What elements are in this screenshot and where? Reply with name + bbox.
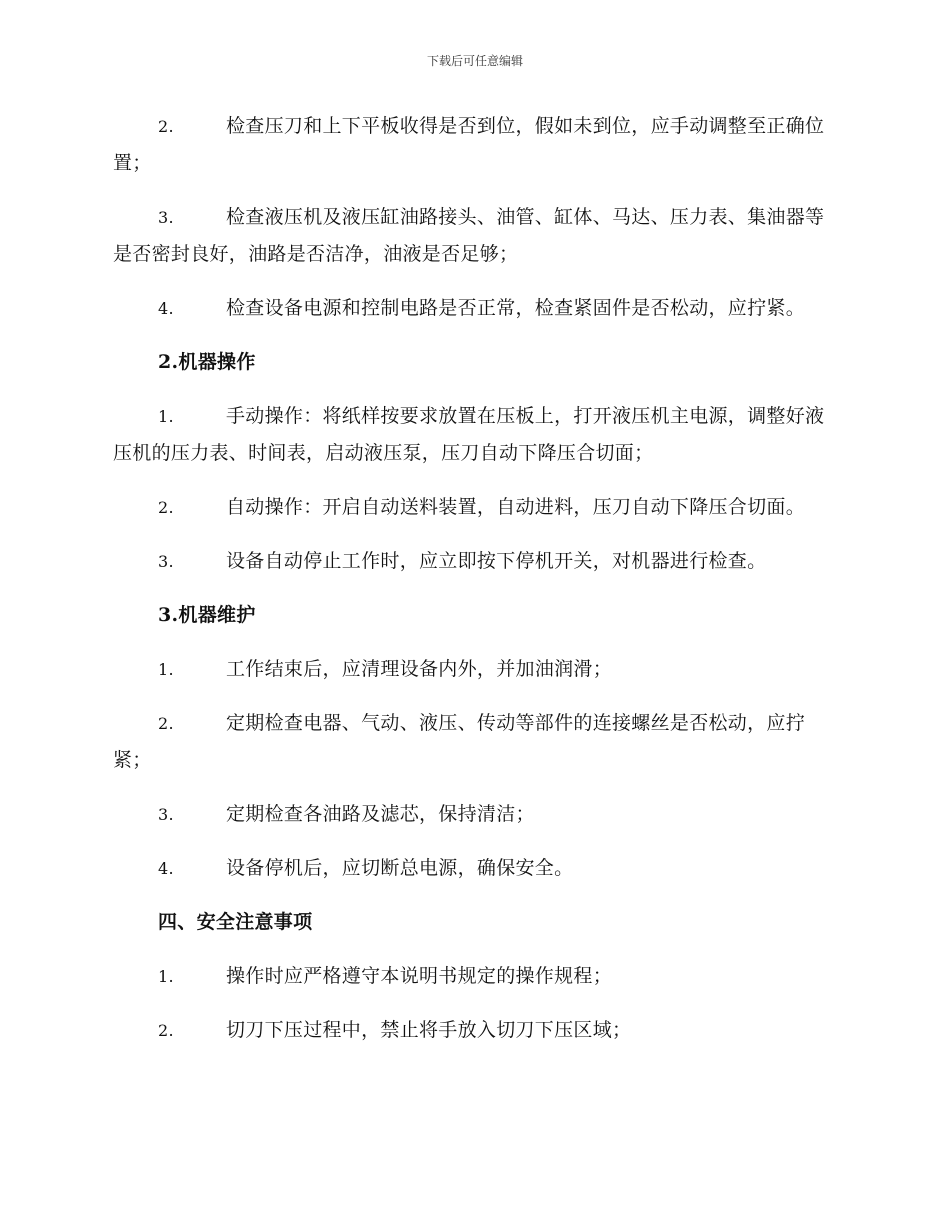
document-body (113, 108, 835, 1066)
item-number: 1. (158, 660, 174, 679)
list-item (113, 651, 835, 688)
list-item (113, 489, 835, 526)
item-text: 检查压刀和上下平板收得是否到位，假如未到位，应手动调整至正确位置； (113, 115, 825, 174)
item-number: 1. (158, 967, 174, 986)
item-text: 手动操作：将纸样按要求放置在压板上，打开液压机主电源，调整好液压机的压力表、时间表，启动液压泵，压刀自动下降压合切面； (113, 405, 825, 464)
list-item (113, 108, 835, 182)
item-text: 设备停机后，应切断总电源，确保安全。 (226, 857, 574, 879)
list-item (113, 290, 835, 327)
item-number: 1. (158, 407, 174, 426)
list-item (113, 543, 835, 580)
item-number: 2. (158, 1021, 174, 1040)
item-number: 4. (158, 299, 174, 318)
item-number: 4. (158, 859, 174, 878)
item-number: 3. (158, 805, 174, 824)
item-number: 2. (158, 117, 174, 136)
list-item (113, 398, 835, 472)
item-text: 设备自动停止工作时，应立即按下停机开关，对机器进行检查。 (226, 550, 767, 572)
page-header: 下载后可任意编辑 (426, 54, 523, 68)
item-text: 工作结束后，应清理设备内外，并加油润滑； (226, 658, 613, 680)
item-number: 2. (158, 714, 174, 733)
list-item (113, 958, 835, 995)
section-heading-safety-notes: 四、安全注意事项 (158, 911, 313, 933)
list-item (113, 705, 835, 779)
section-heading-machine-operation: 2.机器操作 (158, 351, 256, 373)
item-number: 2. (158, 498, 174, 517)
list-item (113, 199, 835, 273)
item-number: 3. (158, 552, 174, 571)
item-text: 检查设备电源和控制电路是否正常，检查紧固件是否松动，应拧紧。 (226, 297, 806, 319)
item-text: 操作时应严格遵守本说明书规定的操作规程； (226, 965, 613, 987)
item-text: 自动操作：开启自动送料装置，自动进料，压刀自动下降压合切面。 (226, 496, 806, 518)
item-text: 定期检查各油路及滤芯，保持清洁； (226, 803, 535, 825)
item-number: 3. (158, 208, 174, 227)
list-item (113, 1012, 835, 1049)
list-item (113, 796, 835, 833)
item-text: 定期检查电器、气动、液压、传动等部件的连接螺丝是否松动，应拧紧； (113, 712, 806, 771)
item-text: 切刀下压过程中，禁止将手放入切刀下压区域； (226, 1019, 632, 1041)
section-heading-machine-maintenance: 3.机器维护 (158, 604, 256, 626)
item-text: 检查液压机及液压缸油路接头、油管、缸体、马达、压力表、集油器等是否密封良好，油路是否洁净，油液是否足够； (113, 206, 825, 265)
list-item (113, 850, 835, 887)
